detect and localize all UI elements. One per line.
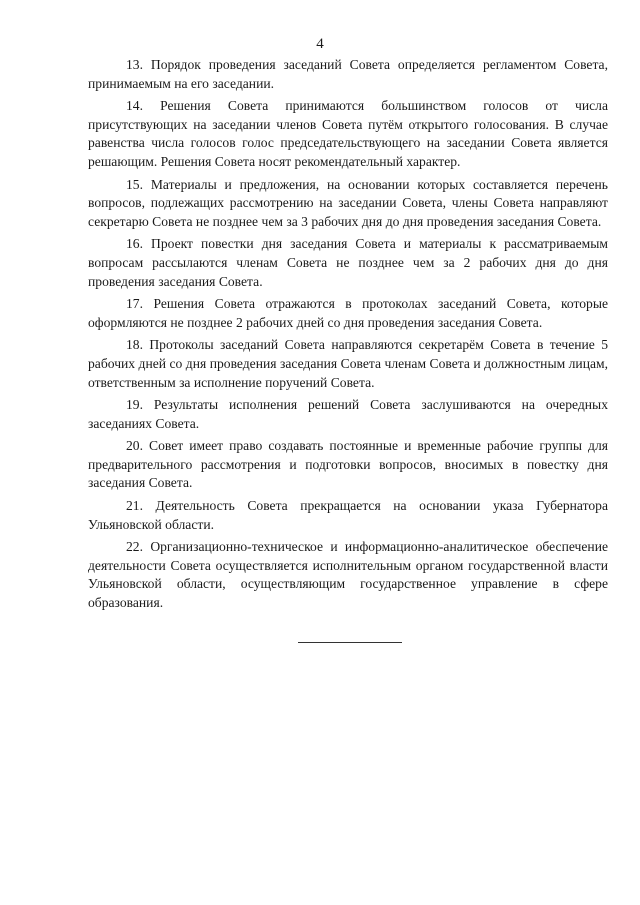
paragraph-19: 19. Результаты исполнения решений Совета заслушиваются на очередных заседаниях Совета. (88, 397, 608, 431)
paragraph-18: 18. Протоколы заседаний Совета направляются секретарём Совета в течение 5 рабочих дней со дня проведения заседания Совета членам Совета и должностным лицам, ответственным за исполнение поручений Совета. (88, 337, 608, 390)
page-number: 4 (316, 36, 324, 52)
paragraph-22: 22. Организационно-техническое и информационно-аналитическое обеспечение деятельности Совета осуществляется исполнительным органом государственной власти Ульяновской области, осуществляющим государственное управление в сфере образования. (88, 539, 608, 611)
paragraph-13: 13. Порядок проведения заседаний Совета определяется регламентом Совета, принимаемым на его заседании. (88, 57, 608, 91)
paragraph-20: 20. Совет имеет право создавать постоянные и временные рабочие группы для предварительного рассмотрения и подготовки вопросов, вносимых в повестку дня заседания Совета. (88, 438, 608, 491)
paragraph-21: 21. Деятельность Совета прекращается на основании указа Губернатора Ульяновской области. (88, 498, 608, 532)
paragraph-15: 15. Материалы и предложения, на основании которых составляется перечень вопросов, подлежащих рассмотрению на заседании Совета, члены Совета направляют секретарю Совета не позднее чем за 3 рабочих дня до дня проведения заседания Совета. (88, 176, 608, 229)
paragraph-17: 17. Решения Совета отражаются в протоколах заседаний Совета, которые оформляются не позднее 2 рабочих дней со дня проведения заседания Совета. (88, 296, 608, 330)
paragraph-16: 16. Проект повестки дня заседания Совета и материалы к рассматриваемым вопросам рассылаются членам Совета не позднее чем за 2 рабочих дня до дня проведения заседания Совета. (88, 236, 608, 289)
paragraph-14: 14. Решения Совета принимаются большинством голосов от числа присутствующих на заседании членов Совета путём открытого голосования. В случае равенства числа голосов голос председательствующего на заседании Совета является решающим. Решения Совета носят рекомендательный характер. (88, 98, 608, 169)
end-of-document-rule (298, 642, 402, 643)
document-body (88, 56, 608, 617)
